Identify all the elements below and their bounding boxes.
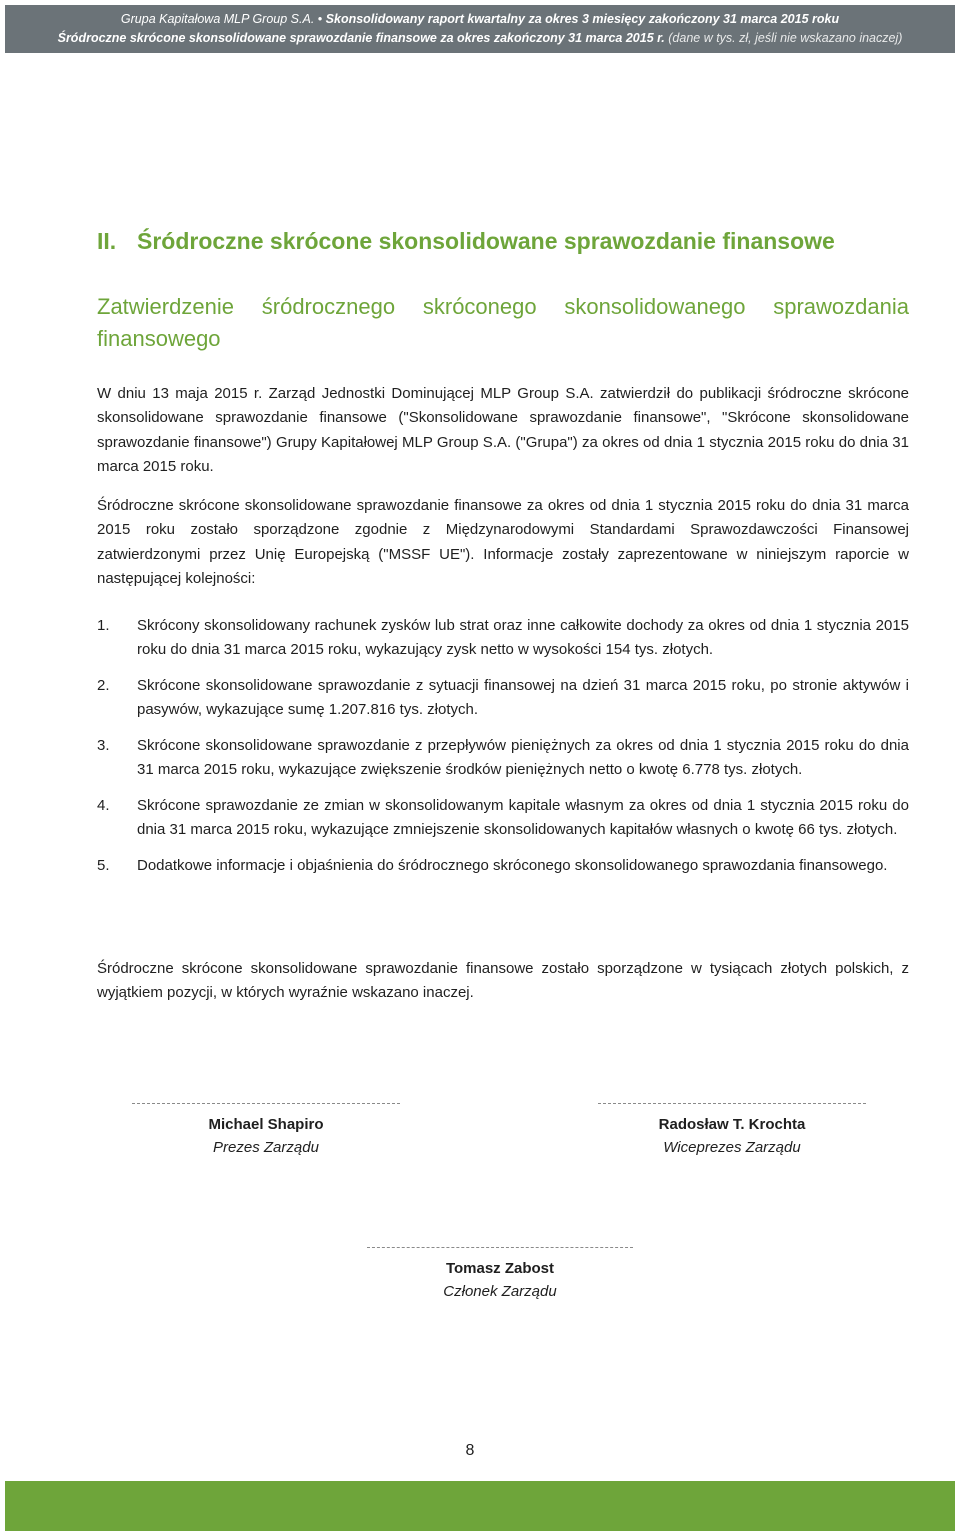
statement-list	[97, 614, 909, 878]
signature-block	[367, 1247, 633, 1303]
list-item-text: Dodatkowe informacje i objaśnienia do śródrocznego skróconego skonsolidowanego sprawozdania finansowego.	[137, 857, 888, 874]
list-item-number: 5.	[97, 857, 110, 874]
signature-block	[598, 1103, 866, 1159]
list-item-text: Skrócone skonsolidowane sprawozdanie z sytuacji finansowej na dzień 31 marca 2015 roku, po stronie aktywów i pasywów, wykazujące sumę 1.207.816 tys. złotych.	[137, 677, 909, 718]
header-line-2	[5, 29, 955, 48]
signature-line	[598, 1103, 866, 1104]
page-header	[5, 5, 955, 53]
header-report: Skonsolidowany raport kwartalny za okres 3 miesięcy zakończony 31 marca 2015 roku	[325, 12, 840, 26]
signature-line	[367, 1247, 633, 1248]
list-item	[97, 854, 909, 878]
list-item-number: 4.	[97, 797, 110, 814]
signatory-name: Tomasz Zabost	[445, 1260, 555, 1277]
signatory-name: Radosław T. Krochta	[658, 1116, 806, 1133]
list-item-text: Skrócone sprawozdanie ze zmian w skonsolidowanym kapitale własnym za okres od dnia 1 stycznia 2015 roku do dnia 31 marca 2015 roku, wykazujące zmniejszenie skonsolidowanych kapitałów własnych o kwotę 66 tys. złotych.	[137, 797, 909, 838]
signature-block	[132, 1103, 400, 1159]
list-item-text: Skrócone skonsolidowane sprawozdanie z przepływów pieniężnych za okres od dnia 1 stycznia 2015 roku do dnia 31 marca 2015 roku, wykazujące zwiększenie środków pieniężnych netto o kwotę 6.778 tys. złotych.	[137, 737, 909, 778]
page-number: 8	[465, 1442, 475, 1459]
list-item-number: 3.	[97, 737, 110, 754]
subtitle: Zatwierdzenie śródrocznego skróconego skonsolidowanego sprawozdania finansowego	[97, 294, 909, 351]
signatory-role: Prezes Zarządu	[213, 1139, 319, 1156]
signatory-role: Wiceprezes Zarządu	[663, 1139, 801, 1156]
header-line-1	[5, 10, 955, 29]
list-item-number: 1.	[97, 617, 110, 634]
list-item	[97, 794, 909, 842]
header-bullet: •	[317, 12, 323, 26]
section-number: II.	[97, 228, 117, 254]
signatory-role: Członek Zarządu	[443, 1283, 557, 1300]
list-item-number: 2.	[97, 677, 110, 694]
signature-line	[132, 1103, 400, 1104]
list-item	[97, 674, 909, 722]
currency-paragraph: Śródroczne skrócone skonsolidowane sprawozdanie finansowe zostało sporządzone w tysiącach złotych polskich, z wyjątkiem pozycji, w których wyraźnie wskazano inaczej.	[97, 960, 909, 1002]
signatory-name: Michael Shapiro	[208, 1116, 324, 1133]
page-footer-bar	[5, 1481, 955, 1531]
list-item-text: Skrócony skonsolidowany rachunek zysków lub strat oraz inne całkowite dochody za okres od dnia 1 stycznia 2015 roku do dnia 31 marca 2015 roku, wykazujący zysk netto w wysokości 154 tys. złotych.	[137, 617, 909, 658]
section-title-text: Śródroczne skrócone skonsolidowane sprawozdanie finansowe	[137, 228, 835, 254]
header-statement: Śródroczne skrócone skonsolidowane sprawozdanie finansowe za okres zakończony 31 marca 2015 r.	[57, 31, 665, 45]
header-company: Grupa Kapitałowa MLP Group S.A.	[120, 12, 315, 26]
section-title	[97, 228, 917, 255]
header-units: (dane w tys. zł, jeśli nie wskazano inaczej)	[668, 31, 903, 45]
preparation-paragraph: Śródroczne skrócone skonsolidowane sprawozdanie finansowe za okres od dnia 1 stycznia 2015 roku do dnia 31 marca 2015 roku zostało sporządzone zgodnie z Międzynarodowymi Standardami Sprawozdawczości Finansowej zatwierdzonymi przez Unię Europejską ("MSSF UE"). Informacje zostały zaprezentowane w niniejszym raporcie w następującej kolejności:	[97, 497, 909, 587]
list-item	[97, 614, 909, 662]
approval-paragraph: W dniu 13 maja 2015 r. Zarząd Jednostki Dominującej MLP Group S.A. zatwierdził do publikacji śródroczne skrócone skonsolidowane sprawozdanie finansowe ("Skonsolidowane sprawozdanie finansowe", "Skrócone skonsolidowane sprawozdanie finansowe") Grupy Kapitałowej MLP Group S.A. ("Grupa") za okres od dnia 1 stycznia 2015 roku do dnia 31 marca 2015 roku.	[97, 385, 909, 475]
list-item	[97, 734, 909, 782]
